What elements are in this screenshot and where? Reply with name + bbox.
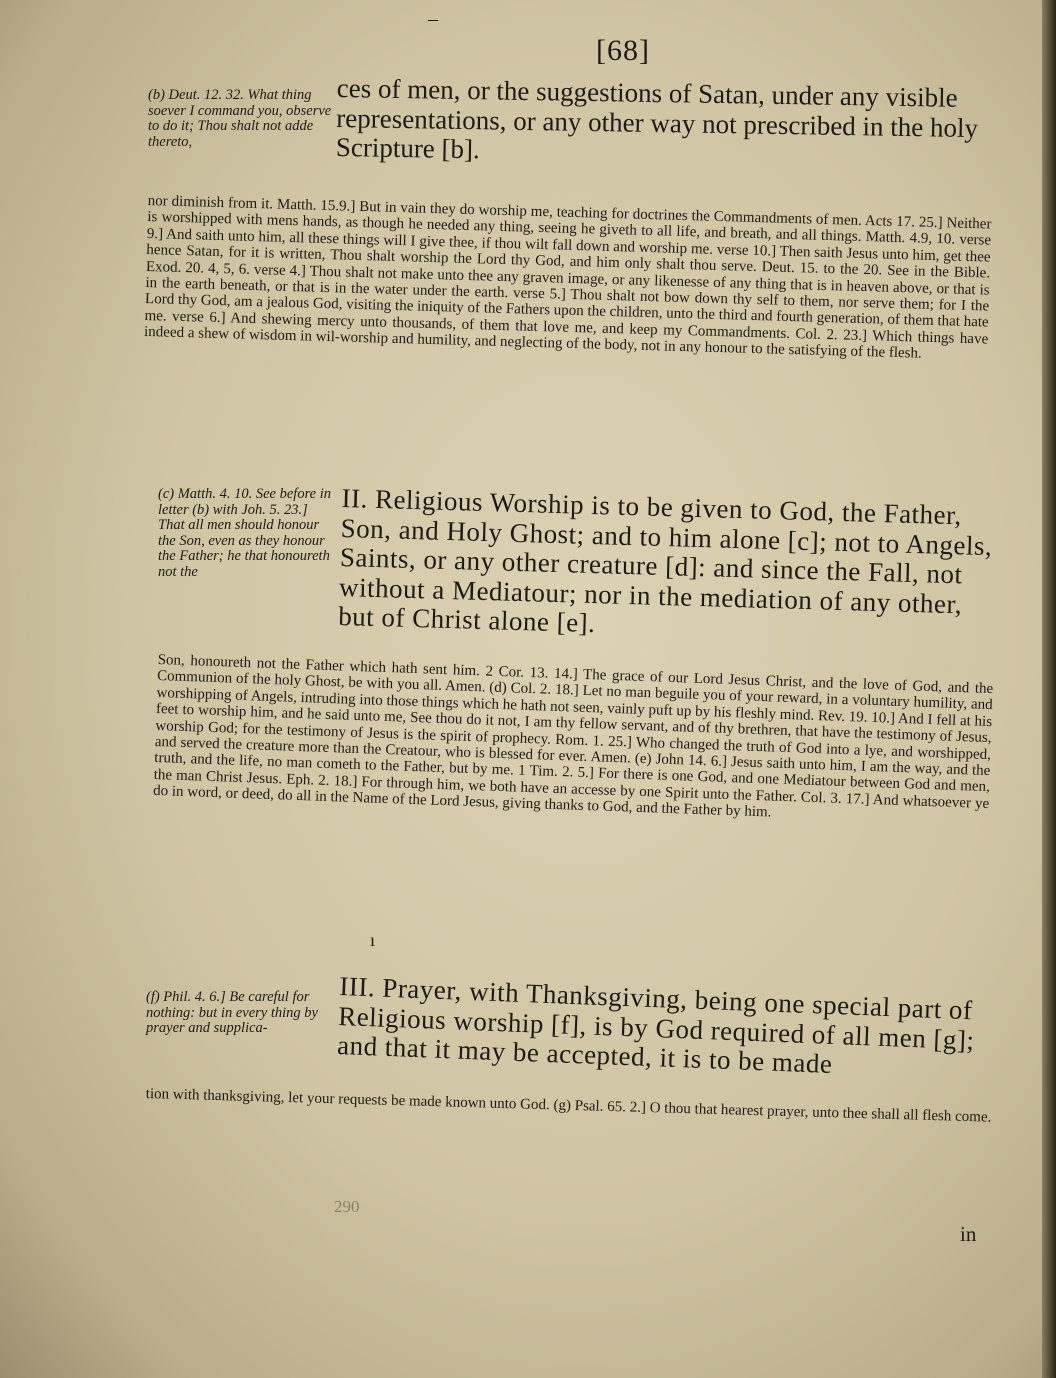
page-ornament-dash: – [428,8,438,30]
catchword: in [960,1222,977,1246]
scripture-proofs-section-2: Son, honoureth not the Father which hath sent him. 2 Cor. 13. 14.] The grace of our Lord Jesus Christ, and the love of God, and the Communion of the holy Ghost, be with you all. Amen. (d) Col. 2. 18.] Let no man beguile you of your reward, in a voluntary humility, and worshipping of Angels, intruding into those things which he hath not seen, vainly puft up by his fleshly mind. Rev. 19. 10.] And I fell at his feet to worship him, and he said unto me, See thou do it not, I am thy fellow servant, and of thy brethren, that have the testimony of Jesus, worship God; for the testimony of Jesus is the spirit of prophecy. Rom. 1. 25.] Who changed the truth of God into a lye, and worshipped, and served the creature more than the Creatour, who is blessed for ever. Amen. (e) John 14. 6.] Jesus saith unto him, I am the way, and the truth, and the life, no man cometh to the Father, but by me. 1 Tim. 2. 5.] For there is one God, and one Mediatour between God and men, the man Christ Jesus. Eph. 2. 18.] For through him, we both have an accesse by one Spirit unto the Father. Col. 3. 17.] And whatsoever ye do in word, or deed, do all in the Name of the Lord Jesus, giving thanks to God, and the Father by him. [152,652,994,821]
margin-note-f: (f) Phil. 4. 6.] Be careful for nothing: but in every thing by prayer and supplica- [146,989,318,1036]
scripture-proofs-section-1: nor diminish from it. Matth. 15.9.] But in vain they do worship me, teaching for doctrines the Commandments of men. Acts 17. 25.] Neither is worshipped with mens hands, as though he needed any thing, seeing he giveth to all life, and breath, and all things. Matth. 4.9, 10. verse 9.] And saith unto him, all these things will I give thee, if thou wilt fall down and worship me. verse 10.] Then saith Jesus unto him, get thee hence Satan, for it is written, Thou shalt worship the Lord thy God, and him only shalt thou serve. Deut. 15. to the 20. See in the Bible. Exod. 20. 4, 5, 6. verse 4.] Thou shalt not make unto thee any graven image, or any likenesse of any thing that is in heaven above, or that is in the earth beneath, or that is in the water under the earth. verse 5.] Thou shalt not bow down thy self to them, nor serve them; for I the Lord thy God, am a jealous God, visiting the iniquity of the Fathers upon the children, unto the third and fourth generation, of them that hate me. verse 6.] And shewing mercy unto thousands, of them that love me, and keep my Commandments. Col. 2. 23.] Which things have indeed a shew of wisdom in wil-worship and humility, and neglecting of the body, not in any honour to the satisfying of the flesh. [143,193,992,362]
signature-mark: 290 [334,1197,360,1216]
main-text-continuation: ces of men, or the suggestions of Satan, under any visible representations, or any other way not prescribed in the holy Scripture [b]. [335,73,979,165]
margin-note-c: (c) Matth. 4. 10. See before in letter (b) with Joh. 5. 23.] That all men should honour the Son, even as they honour the Father; he that honoureth not the [158,486,332,580]
page-number: [68] [596,34,650,67]
book-spine-edge [1042,0,1056,1378]
scripture-proofs-section-3: tion with thanksgiving, let your requests be made known unto God. (g) Psal. 65. 2.] O thou that hearest prayer, unto thee shall all flesh come. [145,1086,992,1126]
article-iii-text: III. Prayer, with Thanksgiving, being one special part of Religious worship [f], is by God required of all men [g]; and that it may be accepted, it is to be made [336,971,976,1079]
ink-mark: ı [370,930,376,950]
margin-note-b: (b) Deut. 12. 32. What thing soever I command you, observe to do it; Thou shalt not adde thereto, [148,87,332,150]
article-ii-text: II. Religious Worship is to be given to God, the Father, Son, and Holy Ghost; and to him alone [c]; not to Angels, Saints, or any other creature [d]: and since the Fall, not without a Mediatour; nor in the mediation of any other, but of Christ alone [e]. [337,483,993,639]
